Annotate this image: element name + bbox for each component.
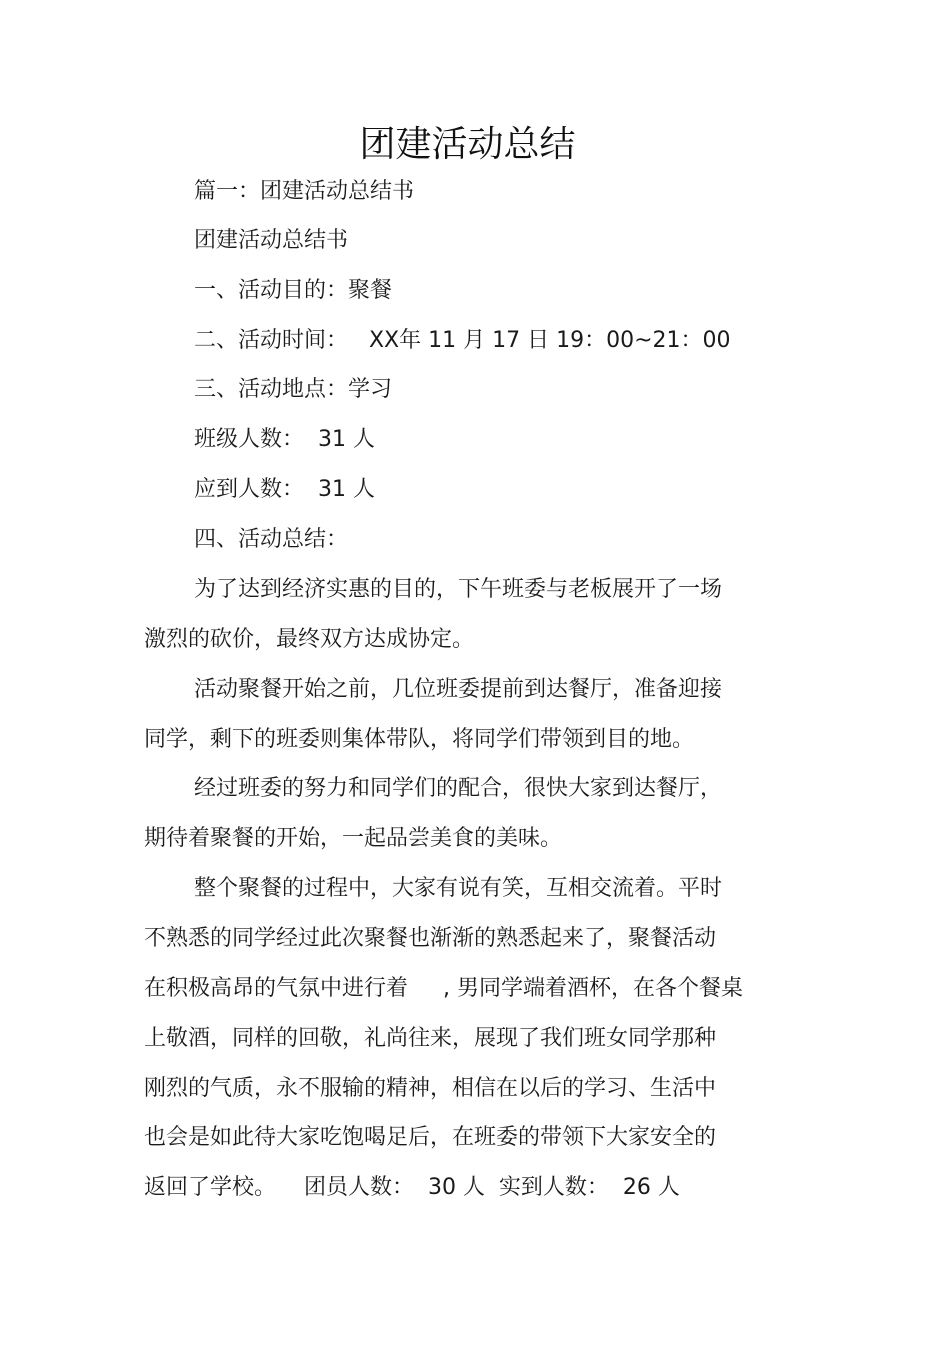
paragraph-line: 在积极高昂的气氛中进行着 , 男同学端着酒杯，在各个餐桌 <box>144 976 743 1001</box>
paragraph-line: 同学，剩下的班委则集体带队，将同学们带领到目的地。 <box>144 727 695 752</box>
paragraph-line: 整个聚餐的过程中，大家有说有笑，互相交流着。平时 <box>194 876 723 901</box>
paragraph-line: 活动聚餐开始之前，几位班委提前到达餐厅，准备迎接 <box>194 677 723 702</box>
paragraph-line: 上敬酒，同样的回敬，礼尚往来，展现了我们班女同学那种 <box>144 1026 717 1051</box>
paragraph-line: 为了达到经济实惠的目的，下午班委与老板展开了一场 <box>194 577 723 602</box>
activity-time: 二、活动时间： XX年 11 月 17 日 19：00~21：00 <box>194 328 731 353</box>
paragraph-line: 激烈的砍价，最终双方达成协定。 <box>144 627 475 652</box>
summary-heading: 四、活动总结： <box>194 527 349 552</box>
paragraph-line: 期待着聚餐的开始，一起品尝美食的美味。 <box>144 826 563 851</box>
activity-location: 三、活动地点：学习 <box>194 377 393 402</box>
paragraph-line: 不熟悉的同学经过此次聚餐也渐渐的熟悉起来了，聚餐活动 <box>144 926 717 951</box>
expected-headcount: 应到人数： 31 人 <box>194 477 375 502</box>
document-title: 团建活动总结 <box>359 124 576 165</box>
paragraph-line: 刚烈的气质，永不服输的精神，相信在以后的学习、生活中 <box>144 1076 717 1101</box>
section-heading: 篇一：团建活动总结书 <box>194 179 415 204</box>
activity-purpose: 一、活动目的：聚餐 <box>194 278 393 303</box>
paragraph-line: 也会是如此待大家吃饱喝足后，在班委的带领下大家安全的 <box>144 1125 717 1150</box>
class-headcount: 班级人数： 31 人 <box>194 427 375 452</box>
subtitle: 团建活动总结书 <box>194 228 349 253</box>
paragraph-line: 经过班委的努力和同学们的配合，很快大家到达餐厅， <box>194 776 723 801</box>
paragraph-line: 返回了学校。 团员人数： 30 人 实到人数： 26 人 <box>144 1175 680 1200</box>
